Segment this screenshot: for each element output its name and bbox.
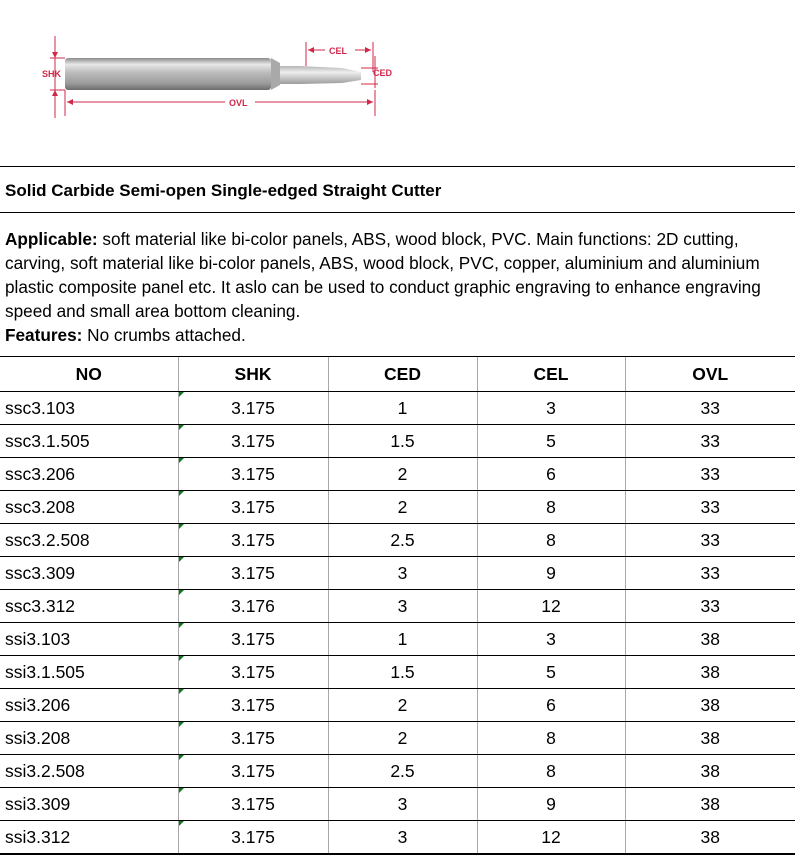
cell-ovl: 33 <box>625 458 795 491</box>
column-header-cel: CEL <box>477 357 625 392</box>
table-row <box>0 623 795 656</box>
features-label: Features: <box>5 325 83 345</box>
applicable-text: soft material like bi-color panels, ABS, wood block, PVC. Main functions: 2D cutting, carving, soft material like bi-color panels, ABS, wood block, PVC, copper, aluminium and aluminium plastic composite panel etc. It aslo can be used to conduct graphic engraving to enhance engraving speed and small area bottom cleaning. <box>5 229 761 321</box>
title-row <box>0 166 795 213</box>
cell-ced: 2 <box>328 491 477 524</box>
cell-ced: 2 <box>328 689 477 722</box>
column-header-ovl: OVL <box>625 357 795 392</box>
cell-ced: 1 <box>328 392 477 425</box>
cell-no: ssc3.309 <box>0 557 178 590</box>
cell-no: ssi3.103 <box>0 623 178 656</box>
cell-ovl: 33 <box>625 524 795 557</box>
spec-table <box>0 356 795 855</box>
cell-no: ssc3.208 <box>0 491 178 524</box>
cell-shk: 3.175 <box>178 392 328 425</box>
column-header-no: NO <box>0 357 178 392</box>
cell-shk: 3.175 <box>178 458 328 491</box>
cutter-diagram <box>30 28 400 128</box>
cell-cel: 12 <box>477 821 625 855</box>
column-header-shk: SHK <box>178 357 328 392</box>
cell-cel: 5 <box>477 656 625 689</box>
cell-ced: 1 <box>328 623 477 656</box>
cell-no: ssi3.208 <box>0 722 178 755</box>
features-text: No crumbs attached. <box>82 325 246 345</box>
table-row <box>0 689 795 722</box>
cell-ovl: 33 <box>625 425 795 458</box>
cell-shk: 3.175 <box>178 755 328 788</box>
cell-shk: 3.175 <box>178 821 328 855</box>
cell-ced: 1.5 <box>328 425 477 458</box>
cell-ced: 2 <box>328 458 477 491</box>
table-row <box>0 656 795 689</box>
cell-ced: 1.5 <box>328 656 477 689</box>
cell-cel: 6 <box>477 689 625 722</box>
cell-ced: 2.5 <box>328 755 477 788</box>
cell-cel: 9 <box>477 557 625 590</box>
cell-shk: 3.175 <box>178 524 328 557</box>
cell-shk: 3.175 <box>178 656 328 689</box>
cell-cel: 8 <box>477 755 625 788</box>
cell-ced: 3 <box>328 590 477 623</box>
cell-ovl: 38 <box>625 788 795 821</box>
cell-shk: 3.175 <box>178 689 328 722</box>
cel-label: CEL <box>329 46 347 56</box>
table-row <box>0 821 795 855</box>
cell-no: ssi3.309 <box>0 788 178 821</box>
cell-ovl: 38 <box>625 722 795 755</box>
cell-ovl: 38 <box>625 689 795 722</box>
table-row <box>0 557 795 590</box>
cell-cel: 8 <box>477 491 625 524</box>
cell-shk: 3.175 <box>178 788 328 821</box>
table-row <box>0 392 795 425</box>
cell-ced: 3 <box>328 788 477 821</box>
table-row <box>0 491 795 524</box>
cell-ovl: 38 <box>625 821 795 855</box>
cell-no: ssi3.2.508 <box>0 755 178 788</box>
cell-shk: 3.175 <box>178 722 328 755</box>
ced-label: CED <box>373 68 393 78</box>
table-row <box>0 458 795 491</box>
cell-ovl: 33 <box>625 491 795 524</box>
product-description <box>5 227 791 347</box>
table-row <box>0 722 795 755</box>
cell-no: ssi3.312 <box>0 821 178 855</box>
cell-cel: 12 <box>477 590 625 623</box>
applicable-label: Applicable: <box>5 229 98 249</box>
cell-shk: 3.175 <box>178 425 328 458</box>
cutter-body <box>65 58 361 90</box>
cell-ovl: 33 <box>625 557 795 590</box>
cell-shk: 3.175 <box>178 491 328 524</box>
cell-ovl: 38 <box>625 755 795 788</box>
table-row <box>0 425 795 458</box>
cell-ovl: 38 <box>625 623 795 656</box>
table-row <box>0 524 795 557</box>
cell-no: ssi3.1.505 <box>0 656 178 689</box>
cell-cel: 6 <box>477 458 625 491</box>
cell-no: ssc3.2.508 <box>0 524 178 557</box>
shk-label: SHK <box>42 69 62 79</box>
cell-cel: 3 <box>477 392 625 425</box>
page-title: Solid Carbide Semi-open Single-edged Straight Cutter <box>5 181 442 200</box>
ovl-label: OVL <box>229 98 248 108</box>
cell-cel: 8 <box>477 524 625 557</box>
cell-ced: 2 <box>328 722 477 755</box>
cell-cel: 3 <box>477 623 625 656</box>
cell-ovl: 33 <box>625 392 795 425</box>
cell-no: ssc3.312 <box>0 590 178 623</box>
table-row <box>0 788 795 821</box>
cell-cel: 9 <box>477 788 625 821</box>
cell-cel: 5 <box>477 425 625 458</box>
cell-ced: 3 <box>328 557 477 590</box>
cell-ovl: 33 <box>625 590 795 623</box>
cell-cel: 8 <box>477 722 625 755</box>
cell-shk: 3.175 <box>178 623 328 656</box>
cell-no: ssi3.206 <box>0 689 178 722</box>
cell-no: ssc3.206 <box>0 458 178 491</box>
table-header-row <box>0 357 795 392</box>
table-row <box>0 755 795 788</box>
column-header-ced: CED <box>328 357 477 392</box>
cell-ced: 2.5 <box>328 524 477 557</box>
cell-shk: 3.175 <box>178 557 328 590</box>
cell-shk: 3.176 <box>178 590 328 623</box>
cell-ced: 3 <box>328 821 477 855</box>
cell-ovl: 38 <box>625 656 795 689</box>
cell-no: ssc3.103 <box>0 392 178 425</box>
table-row <box>0 590 795 623</box>
cell-no: ssc3.1.505 <box>0 425 178 458</box>
